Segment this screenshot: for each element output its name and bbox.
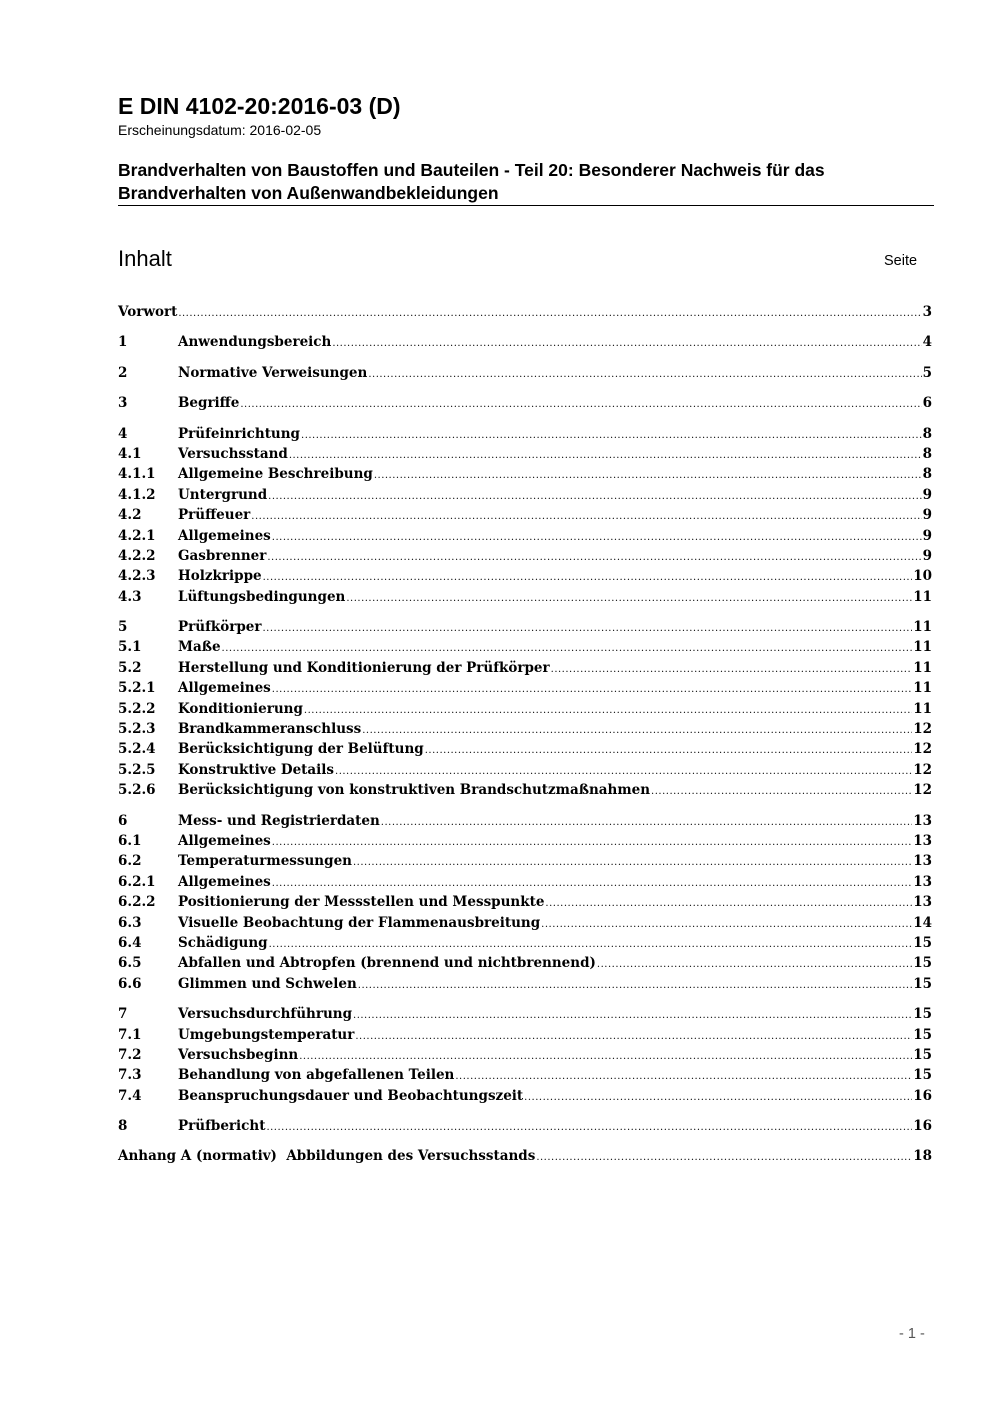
toc-entry-page: 11 <box>913 680 932 697</box>
toc-leader <box>362 721 912 741</box>
toc-leader <box>332 334 921 354</box>
toc-entry-number: 6.2.2 <box>118 894 156 911</box>
toc-entry-title: Prüfkörper <box>178 619 262 636</box>
toc-leader <box>272 528 922 548</box>
toc-leader <box>299 1047 912 1067</box>
toc-entry[interactable] <box>118 913 932 933</box>
toc-entry-title: Versuchsbeginn <box>178 1046 299 1063</box>
toc-entry-title: Anhang A (normativ) Abbildungen des Versuchsstands <box>118 1148 536 1165</box>
document-title: Brandverhalten von Baustoffen und Bauteilen - Teil 20: Besonderer Nachweis für das Brandverhalten von Außenwandbekleidungen <box>118 160 825 203</box>
toc-entry-page: 15 <box>913 955 932 972</box>
toc-entry[interactable] <box>118 678 932 698</box>
toc-entry-annex-a[interactable] <box>118 1146 932 1166</box>
toc-entry-title: Konstruktive Details <box>178 761 335 778</box>
toc-entry-title: Begriffe <box>178 395 240 412</box>
toc-entry-page: 15 <box>913 1006 932 1023</box>
toc-leader <box>353 853 912 873</box>
toc-entry[interactable] <box>118 566 932 586</box>
toc-entry-page: 9 <box>922 527 932 544</box>
toc-entry-number: 5.2 <box>118 659 142 676</box>
toc-entry-number: 7 <box>118 1006 128 1023</box>
toc-entry-title: Gasbrenner <box>178 547 267 564</box>
toc-leader <box>353 1006 912 1026</box>
toc-entry-number: 5.2.1 <box>118 680 156 697</box>
toc-entry-title: Visuelle Beobachtung der Flammenausbreitung <box>178 914 541 931</box>
toc-entry-title: Brandkammeranschluss <box>178 721 362 738</box>
toc-leader <box>597 955 912 975</box>
toc-entry-number: 6.5 <box>118 955 142 972</box>
toc-entry[interactable] <box>118 617 932 637</box>
toc-entry[interactable] <box>118 485 932 505</box>
toc-entry-page: 11 <box>913 619 932 636</box>
toc-entry-title: Vorwort <box>118 304 178 320</box>
toc-entry-page: 11 <box>913 659 932 676</box>
toc-entry[interactable] <box>118 444 932 464</box>
toc-leader <box>222 639 913 659</box>
toc-entry-title: Maße <box>178 639 221 656</box>
toc-entry-title: Normative Verweisungen <box>178 364 368 381</box>
toc-entry-number: 1 <box>118 334 128 351</box>
toc-entry-title: Berücksichtigung der Belüftung <box>178 741 424 758</box>
toc-entry-page: 18 <box>913 1148 932 1165</box>
toc-entry[interactable] <box>118 739 932 759</box>
toc-entry[interactable] <box>118 424 932 444</box>
toc-leader <box>289 446 922 466</box>
toc-leader <box>425 741 912 761</box>
toc-entry[interactable] <box>118 780 932 800</box>
toc-entry-page: 13 <box>913 832 932 849</box>
toc-entry-number: 7.2 <box>118 1046 142 1063</box>
toc-entry-title: Allgemeines <box>178 832 271 849</box>
toc-entry-title: Allgemeines <box>178 680 271 697</box>
toc-entry[interactable] <box>118 587 932 607</box>
toc-leader <box>304 701 912 721</box>
toc-entry-page: 13 <box>913 873 932 890</box>
toc-leader <box>346 589 912 609</box>
toc-entry[interactable] <box>118 637 932 657</box>
toc-entry[interactable] <box>118 1045 932 1065</box>
toc-entry-number: 6 <box>118 812 128 829</box>
toc-entry[interactable] <box>118 658 932 678</box>
document-id: E DIN 4102-20:2016-03 (D) <box>118 93 401 119</box>
toc-entry-number: 4 <box>118 425 128 442</box>
toc-entry[interactable] <box>118 505 932 525</box>
page-column-label: Seite <box>884 253 918 269</box>
toc-entry-number: 6.4 <box>118 934 142 951</box>
toc-entry[interactable] <box>118 1086 932 1106</box>
toc-entry-number: 5.2.2 <box>118 700 156 717</box>
toc-entry[interactable] <box>118 851 932 871</box>
toc-leader <box>272 874 912 894</box>
toc-entry-page: 11 <box>913 588 932 605</box>
toc-entry-number: 7.1 <box>118 1026 142 1043</box>
toc-entry-title: Temperaturmessungen <box>178 853 352 870</box>
toc-entry-page: 15 <box>913 975 932 992</box>
toc-leader <box>381 813 912 833</box>
toc-leader <box>267 548 921 568</box>
toc-entry-page: 9 <box>922 547 932 564</box>
toc-heading: Inhalt <box>118 246 172 271</box>
toc-entry-number: 6.1 <box>118 832 142 849</box>
toc-entry[interactable] <box>118 974 932 994</box>
toc-leader <box>368 365 921 385</box>
toc-entry-number: 6.2 <box>118 853 142 870</box>
toc-entry-number: 6.2.1 <box>118 873 156 890</box>
toc-entry-number: 4.2.1 <box>118 527 156 544</box>
toc-entry-title: Prüfeinrichtung <box>178 425 301 442</box>
toc-entry[interactable] <box>118 719 932 739</box>
toc-leader <box>545 894 912 914</box>
toc-leader <box>374 466 922 486</box>
toc-entry-page: 11 <box>913 639 932 656</box>
toc-entry[interactable] <box>118 892 932 912</box>
toc-entry-title: Glimmen und Schwelen <box>178 975 357 992</box>
toc-entry-number: 2 <box>118 364 128 381</box>
toc-entry-title: Beanspruchungsdauer und Beobachtungszeit <box>178 1087 524 1104</box>
toc-entry-page: 13 <box>913 812 932 829</box>
toc-entry-page: 15 <box>913 1046 932 1063</box>
toc-entry-number: 5.2.6 <box>118 782 156 799</box>
toc-entry-number: 4.3 <box>118 588 142 605</box>
toc-entry-number: 7.3 <box>118 1067 142 1084</box>
toc-leader <box>358 976 912 996</box>
toc-entry-title: Berücksichtigung von konstruktiven Brandschutzmaßnahmen <box>178 782 651 799</box>
toc-leader <box>455 1067 912 1087</box>
toc-entry-number: 6.6 <box>118 975 142 992</box>
toc-entry-title: Abfallen und Abtropfen (brennend und nichtbrennend) <box>178 955 596 972</box>
toc-entry-page: 4 <box>922 334 932 351</box>
toc-entry-page: 16 <box>913 1087 932 1104</box>
toc-leader <box>263 619 913 639</box>
toc-entry-title: Prüfbericht <box>178 1118 266 1135</box>
toc-leader <box>178 304 921 324</box>
toc-leader <box>266 1118 912 1138</box>
toc-leader <box>268 487 921 507</box>
toc-entry[interactable] <box>118 953 932 973</box>
toc-leader <box>301 426 922 446</box>
toc-leader <box>251 507 921 527</box>
toc-entry-page: 15 <box>913 1026 932 1043</box>
toc-entry-number: 6.3 <box>118 914 142 931</box>
toc-entry-title: Allgemeine Beschreibung <box>178 466 373 483</box>
toc-entry-page: 9 <box>922 486 932 503</box>
toc-entry-title: Mess- und Registrierdaten <box>178 812 380 829</box>
toc-entry[interactable] <box>118 464 932 484</box>
toc-leader <box>355 1027 912 1047</box>
toc-entry-number: 7.4 <box>118 1087 142 1104</box>
toc-entry-title: Holzkrippe <box>178 568 262 585</box>
publication-date: Erscheinungsdatum: 2016-02-05 <box>118 122 322 138</box>
toc-leader <box>551 660 913 680</box>
toc-entry-page: 15 <box>913 1067 932 1084</box>
toc-entry-page: 3 <box>922 304 932 320</box>
toc-entry-page: 8 <box>922 466 932 483</box>
toc-leader <box>272 680 912 700</box>
toc-entry-page: 11 <box>913 700 932 717</box>
toc-entry-number: 4.2 <box>118 507 142 524</box>
toc-leader <box>272 833 912 853</box>
toc-entry-vorwort[interactable] <box>118 302 932 322</box>
page-number: - 1 - <box>899 1326 925 1342</box>
toc-entry[interactable] <box>118 1116 932 1136</box>
toc-entry[interactable] <box>118 811 932 831</box>
toc-entry-page: 15 <box>913 934 932 951</box>
toc-leader <box>269 935 913 955</box>
toc-entry[interactable] <box>118 831 932 851</box>
toc-entry-title: Versuchsdurchführung <box>178 1006 353 1023</box>
toc-entry[interactable] <box>118 393 932 413</box>
toc-entry-page: 8 <box>922 445 932 462</box>
toc-entry-title: Lüftungsbedingungen <box>178 588 346 605</box>
toc-entry-title: Prüffeuer <box>178 507 251 524</box>
toc-entry-number: 5 <box>118 619 128 636</box>
toc-entry[interactable] <box>118 760 932 780</box>
toc-entry-title: Herstellung und Konditionierung der Prüfkörper <box>178 659 550 676</box>
toc-entry-number: 4.2.2 <box>118 547 156 564</box>
toc-entry-title: Allgemeines <box>178 527 271 544</box>
toc-entry-page: 13 <box>913 894 932 911</box>
toc-leader <box>524 1088 912 1108</box>
toc-entry-page: 14 <box>913 914 932 931</box>
toc-entry-title: Allgemeines <box>178 873 271 890</box>
toc-entry-number: 5.2.3 <box>118 721 156 738</box>
title-divider <box>118 205 934 206</box>
toc-entry-page: 5 <box>922 364 932 381</box>
toc-entry-page: 12 <box>913 741 932 758</box>
toc-entry-title: Umgebungstemperatur <box>178 1026 355 1043</box>
toc-entry[interactable] <box>118 1025 932 1045</box>
toc-leader <box>335 762 912 782</box>
toc-leader <box>536 1148 912 1168</box>
toc-entry-title: Positionierung der Messstellen und Messpunkte <box>178 894 545 911</box>
toc-entry-page: 13 <box>913 853 932 870</box>
toc-entry[interactable] <box>118 933 932 953</box>
toc-leader <box>541 915 912 935</box>
toc-entry[interactable] <box>118 699 932 719</box>
toc-entry-number: 4.1.1 <box>118 466 156 483</box>
toc-entry-title: Konditionierung <box>178 700 303 717</box>
toc-entry-number: 5.2.4 <box>118 741 156 758</box>
toc-leader <box>240 395 921 415</box>
toc-entry-page: 12 <box>913 721 932 738</box>
toc-entry[interactable] <box>118 363 932 383</box>
toc-entry-number: 5.1 <box>118 639 142 656</box>
toc-entry-page: 6 <box>922 395 932 412</box>
toc-entry[interactable] <box>118 1004 932 1024</box>
toc-entry-title: Behandlung von abgefallenen Teilen <box>178 1067 455 1084</box>
toc-entry-number: 8 <box>118 1118 128 1135</box>
toc-entry-page: 12 <box>913 782 932 799</box>
toc-entry-page: 10 <box>913 568 932 585</box>
toc-entry-title: Untergrund <box>178 486 268 503</box>
toc-entry-title: Versuchsstand <box>178 445 288 462</box>
toc-entry-title: Anwendungsbereich <box>178 334 332 351</box>
toc-entry-number: 4.2.3 <box>118 568 156 585</box>
toc-leader <box>651 782 912 802</box>
toc-entry[interactable] <box>118 526 932 546</box>
toc-leader <box>263 568 913 588</box>
toc-entry[interactable] <box>118 332 932 352</box>
toc-entry-number: 3 <box>118 395 128 412</box>
toc-entry-page: 8 <box>922 425 932 442</box>
table-of-contents <box>118 302 932 1167</box>
toc-entry-title: Schädigung <box>178 934 268 951</box>
toc-entry[interactable] <box>118 546 932 566</box>
toc-entry-page: 16 <box>913 1118 932 1135</box>
toc-entry[interactable] <box>118 872 932 892</box>
toc-entry-page: 9 <box>922 507 932 524</box>
toc-entry-number: 5.2.5 <box>118 761 156 778</box>
toc-entry-number: 4.1.2 <box>118 486 156 503</box>
toc-entry-page: 12 <box>913 761 932 778</box>
toc-entry[interactable] <box>118 1065 932 1085</box>
toc-entry-number: 4.1 <box>118 445 142 462</box>
